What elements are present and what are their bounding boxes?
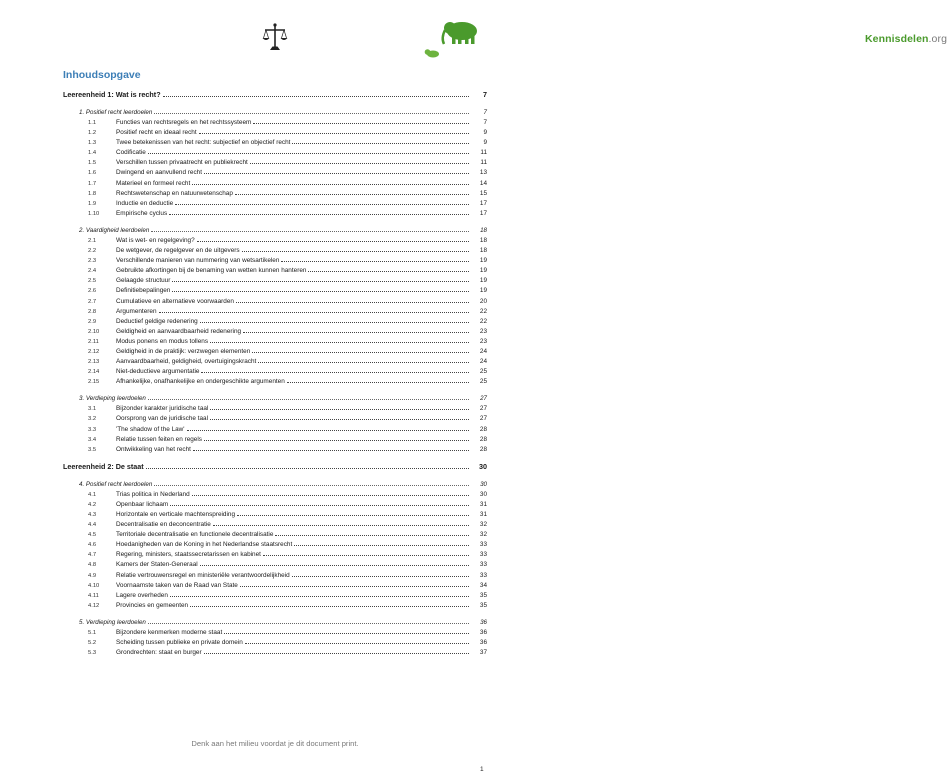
toc-entry-page: 15 (479, 189, 487, 197)
dot-leader (258, 362, 469, 363)
toc-entry-number: 2.15 (88, 379, 100, 386)
toc-subsection-entry[interactable] (63, 649, 487, 659)
toc-entry-page: 25 (479, 378, 487, 386)
toc-entry-page: 17 (479, 199, 487, 207)
toc-entry-title: Relatie vertrouwensregel en ministeriële verantwoordelijkheid (116, 571, 290, 579)
dot-leader (210, 419, 469, 420)
toc-subsection-entry[interactable] (63, 521, 487, 531)
toc-entry-page: 36 (480, 618, 487, 626)
toc-entry-title: Cumulatieve en alternatieve voorwaarden (116, 297, 234, 305)
toc-entry-page: 22 (479, 317, 487, 325)
toc-entry-number: 4.1 (88, 491, 97, 498)
toc-subsection-entry[interactable] (63, 531, 487, 541)
toc-entry-page: 20 (479, 297, 487, 305)
dot-leader (224, 633, 469, 634)
toc-entry-title: Definitiebepalingen (116, 287, 171, 295)
dot-leader (148, 623, 469, 624)
toc-entry-title: Leereenheid 2: De staat (63, 461, 144, 471)
dot-leader (292, 576, 469, 577)
toc-entry-title: 1. Positief recht leerdoelen (79, 109, 153, 116)
toc-entry-page: 18 (479, 236, 487, 244)
toc-entry-page: 33 (479, 561, 487, 569)
toc-entry-number: 1.4 (88, 150, 97, 157)
toc-entry-title: Decentralisatie en deconcentratie (116, 521, 211, 529)
toc-entry-page: 37 (479, 649, 487, 657)
toc-entry-number: 2.4 (88, 268, 97, 275)
page-header (0, 18, 947, 60)
toc-subsection-entry[interactable] (63, 541, 487, 551)
toc-entry-number: 5.2 (88, 640, 97, 647)
toc-entry-number: 2.14 (88, 369, 100, 376)
toc-entry-number: 1.9 (88, 200, 97, 207)
toc-entry-title: Gelaagde structuur (116, 277, 171, 285)
toc-entry-title: Lagere overheden (116, 591, 168, 599)
toc-entry-title: Kamers der Staten-Generaal (116, 561, 198, 569)
dot-leader (148, 153, 469, 154)
toc-entry-title: 'The shadow of the Law' (116, 425, 185, 433)
toc-subsection-entry[interactable] (63, 602, 487, 612)
dot-leader (250, 163, 469, 164)
toc-entry-page: 18 (480, 226, 487, 234)
toc-subsection-entry[interactable] (63, 277, 487, 287)
dot-leader (263, 555, 469, 556)
dot-leader (240, 586, 469, 587)
dot-leader (308, 271, 469, 272)
toc-entry-number: 4.9 (88, 572, 97, 579)
toc-entry-title: Territoriale decentralisatie en functionele decentralisatie (116, 531, 274, 539)
dot-leader (245, 643, 469, 644)
toc-entry-page: 27 (479, 405, 487, 413)
toc-entry-page: 33 (479, 541, 487, 549)
toc-entry-title: Inductie en deductie (116, 199, 174, 207)
page-number: 1 (480, 766, 484, 773)
logo-wordmark: Kennisdelen.org (865, 33, 947, 45)
toc-entry-page: 36 (479, 639, 487, 647)
dot-leader (154, 113, 469, 114)
toc-subsection-entry[interactable] (63, 180, 487, 190)
toc-subsection-entry[interactable] (63, 436, 487, 446)
toc-entry-page: 23 (479, 337, 487, 345)
toc-entry-page: 22 (479, 307, 487, 315)
toc-entry-title: Empirische cyclus (116, 209, 168, 217)
dot-leader (281, 261, 469, 262)
dot-leader (159, 312, 470, 313)
toc-entry-title: De wetgever, de regelgever en de uitgevers (116, 247, 240, 255)
toc-section-entry[interactable] (63, 619, 487, 629)
toc-entry-title: Functies van rechtsregels en het rechtssysteem (116, 119, 252, 126)
toc-entry-number: 3.1 (88, 406, 97, 413)
toc-entry-title: Hoedanigheden van de Koning in het Nederlandse staatsrecht (116, 541, 293, 549)
toc-entry-page: 23 (479, 327, 487, 335)
toc-subsection-entry[interactable] (63, 169, 487, 179)
toc-entry-page: 25 (479, 368, 487, 376)
toc-entry-number: 2.10 (88, 328, 100, 335)
toc-entry-number: 4.8 (88, 562, 97, 569)
toc-entry-page: 18 (479, 247, 487, 255)
toc-entry-title: Rechtswetenschap en natuurwetenschap (116, 189, 233, 197)
toc-entry-number: 4.5 (88, 532, 97, 539)
dot-leader (287, 382, 469, 383)
dot-leader (163, 96, 469, 97)
dot-leader (235, 194, 469, 195)
toc-subsection-entry[interactable] (63, 298, 487, 308)
toc-entry-number: 2.13 (88, 359, 100, 366)
toc-entry-page: 19 (479, 277, 487, 285)
toc-entry-title: Leereenheid 1: Wat is recht? (63, 90, 161, 99)
toc-entry-number: 2.11 (88, 338, 99, 345)
toc-entry-number: 1.10 (88, 210, 100, 217)
toc-subsection-entry[interactable] (63, 639, 487, 649)
dot-leader (200, 322, 469, 323)
toc-section-entry[interactable] (63, 227, 487, 237)
scales-of-justice-icon (262, 22, 288, 52)
toc-entry-title: 5. Verdieping leerdoelen (79, 618, 146, 626)
toc-entry-title: Bijzondere kenmerken moderne staat (116, 628, 223, 636)
elephant-logo-icon (424, 18, 536, 58)
toc-entry-page: 24 (479, 347, 487, 355)
toc-entry-title: Relatie tussen feiten en regels (116, 435, 202, 443)
toc-subsection-entry[interactable] (63, 405, 487, 415)
toc-entry-title: Oorsprong van de juridische taal (116, 415, 209, 423)
toc-entry-number: 1.6 (88, 170, 97, 177)
toc-subsection-entry[interactable] (63, 572, 487, 582)
dot-leader (210, 342, 469, 343)
toc-entry-title: Regering, ministers, staatssecretarissen en kabinet (116, 551, 261, 559)
toc-entry-page: 28 (479, 445, 487, 453)
toc-entry-number: 3.3 (88, 426, 97, 433)
toc-entry-title: Verschillen tussen privaatrecht en publiekrecht (116, 159, 248, 167)
toc-entry-page: 33 (479, 571, 487, 579)
toc-subsection-entry[interactable] (63, 237, 487, 247)
toc-entry-page: 7 (483, 119, 487, 126)
toc-subsection-entry[interactable] (63, 328, 487, 338)
toc-subsection-entry[interactable] (63, 200, 487, 210)
toc-entry-title: Provincies en gemeenten (116, 601, 189, 609)
dot-leader (192, 184, 469, 185)
toc-entry-page: 9 (483, 139, 487, 147)
toc-entry-number: 2.6 (88, 288, 97, 295)
toc-entry-page: 28 (479, 425, 487, 433)
toc-entry-number: 4.11 (88, 592, 99, 599)
toc-entry-page: 31 (479, 511, 487, 518)
dot-leader (154, 485, 469, 486)
toc-subsection-entry[interactable] (63, 348, 487, 358)
dot-leader (175, 204, 469, 205)
toc-subsection-entry[interactable] (63, 149, 487, 159)
toc-subsection-entry[interactable] (63, 210, 487, 220)
dot-leader (193, 450, 469, 451)
toc-entry-number: 5.3 (88, 650, 97, 657)
toc-entry-number: 2.2 (88, 248, 97, 255)
toc-entry-number: 1.5 (88, 160, 97, 167)
dot-leader (170, 596, 469, 597)
toc-entry-page: 7 (483, 109, 487, 116)
toc-entry-number: 5.1 (88, 629, 97, 636)
dot-leader (292, 143, 469, 144)
toc-subsection-entry[interactable] (63, 358, 487, 368)
toc-entry-number: 2.8 (88, 308, 97, 315)
toc-subsection-entry[interactable] (63, 338, 487, 348)
toc-entry-number: 2.7 (88, 298, 97, 305)
dot-leader (146, 468, 469, 469)
dot-leader (204, 173, 469, 174)
dot-leader (204, 653, 469, 654)
toc-entry-page: 28 (479, 435, 487, 443)
toc-entry-page: 30 (479, 461, 487, 471)
toc-entry-number: 2.9 (88, 318, 97, 325)
toc-subsection-entry[interactable] (63, 446, 487, 456)
toc-section-entry[interactable] (63, 481, 487, 491)
toc-entry-title: Argumenteren (116, 307, 157, 315)
dot-leader (187, 430, 469, 431)
toc-entry-page: 30 (479, 490, 487, 498)
dot-leader (169, 214, 469, 215)
toc-entry-number: 4.2 (88, 501, 97, 508)
toc-subsection-entry[interactable] (63, 308, 487, 318)
toc-entry-number: 3.4 (88, 436, 97, 443)
toc-entry-title: Trias politica in Nederland (116, 490, 190, 498)
toc-section-entry[interactable] (63, 109, 487, 119)
toc-entry-page: 30 (480, 480, 487, 488)
toc-entry-page: 35 (479, 601, 487, 609)
toc-entry-page: 32 (479, 521, 487, 529)
toc-subsection-entry[interactable] (63, 257, 487, 267)
table-of-contents (63, 90, 487, 659)
toc-entry-page: 11 (480, 159, 487, 167)
toc-entry-number: 3.5 (88, 446, 97, 453)
toc-entry-title: 2. Vaardigheid leerdoelen (79, 226, 150, 234)
toc-entry-page: 36 (479, 628, 487, 636)
toc-subsection-entry[interactable] (63, 129, 487, 139)
toc-entry-title: Openbaar lichaam (116, 500, 169, 508)
toc-entry-title: Grondrechten: staat en burger (116, 649, 202, 657)
toc-section-entry[interactable] (63, 395, 487, 405)
dot-leader (253, 123, 469, 124)
toc-entry-title: Aanvaardbaarheid, geldigheid, overtuigingskracht (116, 358, 257, 366)
toc-subsection-entry[interactable] (63, 561, 487, 571)
toc-subsection-entry[interactable] (63, 426, 487, 436)
toc-entry-title: Scheiding tussen publieke en private domein (116, 639, 243, 647)
toc-entry-title: 3. Verdieping leerdoelen (79, 395, 146, 403)
toc-subsection-entry[interactable] (63, 551, 487, 561)
toc-entry-number: 1.8 (88, 190, 97, 197)
toc-entry-page: 27 (479, 415, 487, 423)
toc-subsection-entry[interactable] (63, 318, 487, 328)
toc-entry-page: 19 (479, 257, 487, 265)
dot-leader (172, 281, 469, 282)
dot-leader (237, 515, 469, 516)
dot-leader (210, 409, 469, 410)
toc-chapter-entry[interactable] (63, 90, 487, 102)
toc-entry-title: Geldigheid in de praktijk: verzwegen elementen (116, 347, 251, 355)
dot-leader (201, 372, 469, 373)
toc-subsection-entry[interactable] (63, 592, 487, 602)
toc-subsection-entry[interactable] (63, 511, 487, 521)
toc-entry-title: 4. Positief recht leerdoelen (79, 480, 153, 488)
toc-entry-title: Materieel en formeel recht (116, 179, 191, 187)
toc-entry-title: Modus ponens en modus tollens (116, 337, 209, 345)
toc-entry-page: 35 (479, 591, 487, 599)
toc-entry-page: 9 (483, 129, 487, 137)
toc-entry-page: 7 (483, 90, 487, 99)
toc-entry-number: 1.2 (88, 130, 97, 137)
toc-entry-title: Dwingend en aanvullend recht (116, 169, 202, 177)
toc-subsection-entry[interactable] (63, 190, 487, 200)
toc-subsection-entry[interactable] (63, 378, 487, 388)
toc-entry-number: 4.6 (88, 542, 97, 549)
dot-leader (197, 241, 469, 242)
toc-entry-page: 32 (479, 531, 487, 539)
toc-entry-number: 2.5 (88, 278, 97, 285)
toc-subsection-entry[interactable] (63, 139, 487, 149)
toc-entry-number: 4.3 (88, 512, 97, 518)
toc-entry-title: Ontwikkeling van het recht (116, 445, 191, 453)
dot-leader (243, 332, 469, 333)
dot-leader (170, 505, 469, 506)
toc-subsection-entry[interactable] (63, 247, 487, 257)
dot-leader (190, 606, 469, 607)
toc-subsection-entry[interactable] (63, 415, 487, 425)
toc-entry-number: 4.10 (88, 582, 100, 589)
toc-subsection-entry[interactable] (63, 368, 487, 378)
toc-entry-title: Deductief geldige redenering (116, 317, 198, 325)
toc-entry-number: 2.12 (88, 348, 100, 355)
environment-note: Denk aan het milieu voordat je dit document print. (191, 739, 359, 748)
toc-entry-page: 34 (479, 581, 487, 589)
toc-entry-page: 27 (480, 395, 487, 403)
toc-entry-number: 4.4 (88, 522, 97, 529)
toc-entry-title: Horizontale en verticale machtenspreiding (116, 511, 236, 518)
toc-subsection-entry[interactable] (63, 119, 487, 129)
toc-entry-page: 19 (479, 287, 487, 295)
toc-entry-title: Verschillende manieren van nummering van wetsartikelen (116, 257, 280, 265)
toc-entry-title: Codificatie (116, 149, 146, 157)
toc-subsection-entry[interactable] (63, 582, 487, 592)
toc-entry-title: Voornaamste taken van de Raad van State (116, 581, 238, 589)
toc-entry-page: 19 (479, 267, 487, 275)
toc-entry-number: 1.7 (88, 180, 97, 187)
toc-entry-page: 31 (479, 500, 487, 508)
dot-leader (172, 291, 469, 292)
toc-subsection-entry[interactable] (63, 629, 487, 639)
toc-entry-page: 17 (479, 209, 487, 217)
toc-entry-number: 2.1 (88, 237, 97, 244)
toc-entry-number: 1.3 (88, 140, 97, 147)
toc-entry-page: 13 (479, 169, 487, 177)
dot-leader (199, 133, 469, 134)
toc-entry-number: 2.3 (88, 258, 97, 265)
toc-subsection-entry[interactable] (63, 159, 487, 169)
dot-leader (275, 535, 469, 536)
toc-entry-title: Twee betekenissen van het recht: subjectief en objectief recht (116, 139, 291, 147)
dot-leader (204, 440, 469, 441)
toc-entry-page: 33 (479, 551, 487, 559)
dot-leader (213, 525, 469, 526)
dot-leader (200, 565, 469, 566)
toc-entry-number: 3.2 (88, 416, 97, 423)
toc-chapter-entry[interactable] (63, 462, 487, 474)
dot-leader (242, 251, 469, 252)
toc-entry-title: Afhankelijke, onafhankelijke en ondergeschikte argumenten (116, 378, 285, 386)
dot-leader (148, 399, 469, 400)
toc-subsection-entry[interactable] (63, 491, 487, 501)
toc-entry-number: 4.7 (88, 552, 97, 559)
toc-subsection-entry[interactable] (63, 287, 487, 297)
dot-leader (252, 352, 469, 353)
toc-entry-page: 24 (479, 358, 487, 366)
toc-entry-title: Geldigheid en aanvaardbaarheid redenering (116, 327, 242, 335)
dot-leader (236, 302, 469, 303)
toc-entry-title: Positief recht en ideaal recht (116, 129, 197, 137)
toc-entry-page: 11 (480, 149, 487, 157)
toc-entry-page: 14 (479, 179, 487, 187)
kennisdelen-logo[interactable] (424, 18, 947, 58)
toc-entry-number: 4.12 (88, 602, 100, 609)
toc-entry-title: Niet-deductieve argumentatie (116, 368, 200, 376)
dot-leader (294, 545, 469, 546)
toc-subsection-entry[interactable] (63, 267, 487, 277)
toc-subsection-entry[interactable] (63, 501, 487, 511)
toc-entry-title: Bijzonder karakter juridische taal (116, 405, 209, 413)
toc-entry-title: Gebruikte afkortingen bij de benaming van wetten kunnen hanteren (116, 267, 307, 275)
toc-entry-title: Wat is wet- en regelgeving? (116, 236, 195, 244)
dot-leader (192, 495, 469, 496)
dot-leader (151, 231, 469, 232)
toc-title: Inhoudsopgave (63, 69, 141, 81)
toc-entry-number: 1.1 (88, 120, 97, 126)
